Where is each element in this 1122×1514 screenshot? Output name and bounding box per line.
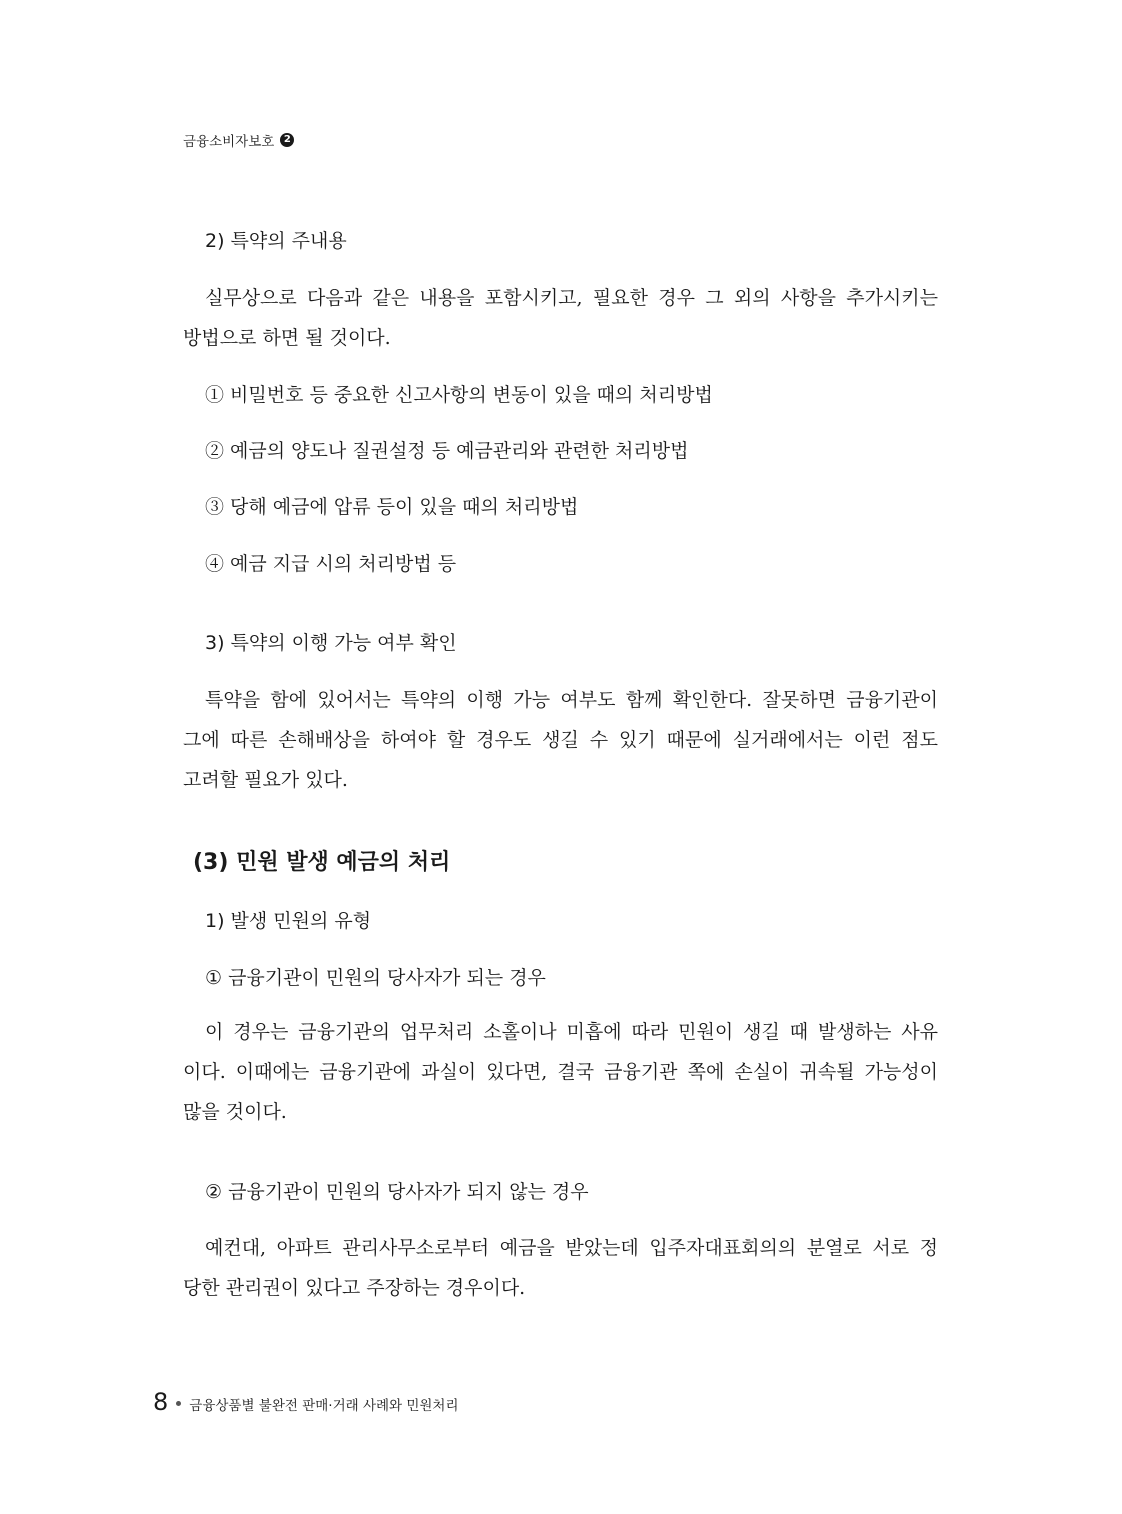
paragraph-line: 당한 관리권이 있다고 주장하는 경우이다. [183, 1277, 526, 1299]
paragraph-line: 실무상으로 다음과 같은 내용을 포함시키고, 필요한 경우 그 외의 사항을 추가시키는 [205, 287, 938, 309]
running-title: 금융소비자보호 [183, 134, 275, 150]
chapter-badge: 2 [280, 133, 294, 147]
running-header [183, 130, 294, 150]
paragraph-special-terms-content [183, 278, 938, 358]
list-item: ③ 당해 예금에 압류 등이 있을 때의 처리방법 [205, 496, 579, 518]
footer-book-title: 금융상품별 불완전 판매·거래 사례와 민원처리 [189, 1398, 459, 1414]
list-item: ① 비밀번호 등 중요한 신고사항의 변동이 있을 때의 처리방법 [205, 384, 713, 406]
paragraph-line: 이 경우는 금융기관의 업무처리 소홀이나 미흡에 따라 민원이 생길 때 발생하는 사유 [205, 1021, 938, 1043]
paragraph-special-terms-feasibility [183, 680, 938, 800]
paragraph-line: 많을 것이다. [183, 1101, 287, 1123]
list-item: ② 예금의 양도나 질권설정 등 예금관리와 관련한 처리방법 [205, 440, 689, 462]
section-heading-complaint-deposits: (3) 민원 발생 예금의 처리 [193, 850, 451, 875]
list-item: ④ 예금 지급 시의 처리방법 등 [205, 553, 457, 575]
page-footer [153, 1388, 459, 1416]
paragraph-line: 예컨대, 아파트 관리사무소로부터 예금을 받았는데 입주자대표회의의 분열로 서로 정 [205, 1237, 938, 1259]
bullet-dot-icon [176, 1401, 181, 1406]
paragraph-case-not-party [183, 1228, 938, 1308]
paragraph-case-party [183, 1012, 938, 1132]
paragraph-line: 특약을 함에 있어서는 특약의 이행 가능 여부도 함께 확인한다. 잘못하면 금융기관이 [205, 689, 938, 711]
paragraph-line: 그에 따른 손해배상을 하여야 할 경우도 생길 수 있기 때문에 실거래에서는 이런 점도 [183, 729, 938, 751]
page-number: 8 [153, 1388, 169, 1416]
paragraph-line: 고려할 필요가 있다. [183, 769, 348, 791]
subheading-case-not-party: ② 금융기관이 민원의 당사자가 되지 않는 경우 [205, 1181, 589, 1203]
paragraph-line: 이다. 이때에는 금융기관에 과실이 있다면, 결국 금융기관 쪽에 손실이 귀속될 가능성이 [183, 1061, 938, 1083]
paragraph-line: 방법으로 하면 될 것이다. [183, 327, 391, 349]
subheading-case-party: ① 금융기관이 민원의 당사자가 되는 경우 [205, 967, 546, 989]
subheading-special-terms-feasibility: 3) 특약의 이행 가능 여부 확인 [205, 632, 457, 654]
subheading-complaint-types: 1) 발생 민원의 유형 [205, 910, 372, 932]
subheading-special-terms-content: 2) 특약의 주내용 [205, 230, 347, 252]
